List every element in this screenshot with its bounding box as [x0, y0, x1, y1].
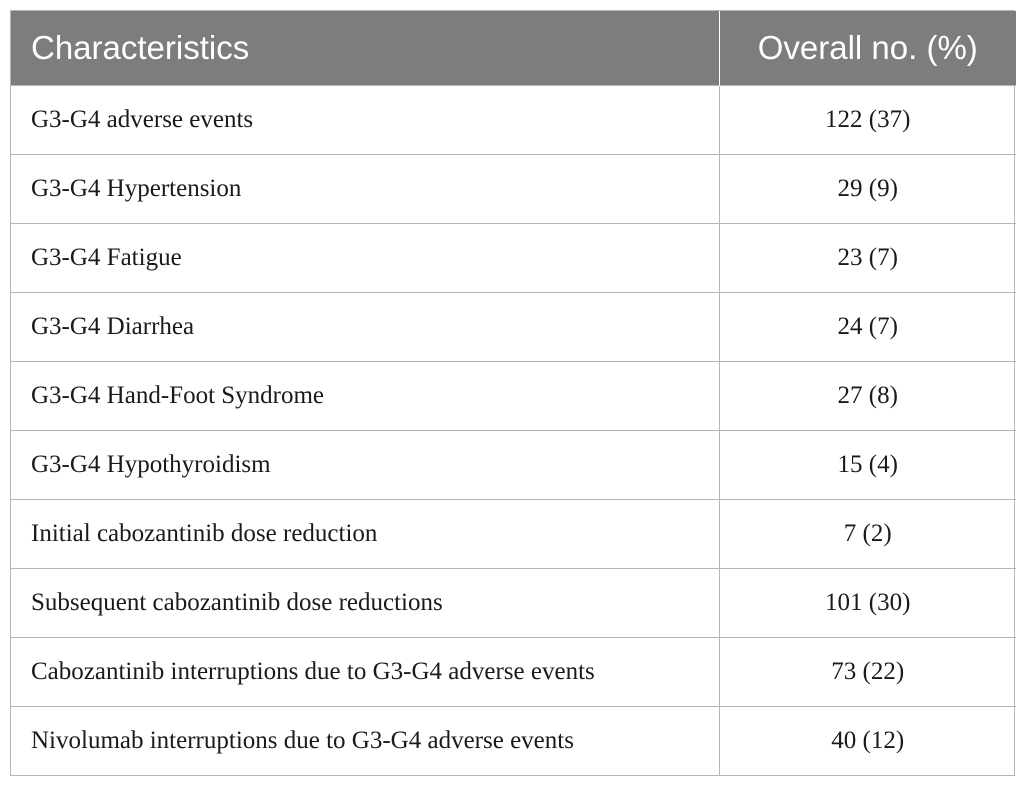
row-label: G3-G4 Hand-Foot Syndrome — [11, 362, 719, 431]
row-label: G3-G4 Hypothyroidism — [11, 431, 719, 500]
row-value: 27 (8) — [719, 362, 1016, 431]
table-row — [11, 638, 1016, 707]
row-value: 23 (7) — [719, 224, 1016, 293]
row-value: 40 (12) — [719, 707, 1016, 776]
header-characteristics: Characteristics — [11, 11, 719, 86]
row-value: 24 (7) — [719, 293, 1016, 362]
table-row — [11, 293, 1016, 362]
header-overall: Overall no. (%) — [719, 11, 1016, 86]
table-row — [11, 500, 1016, 569]
table-row — [11, 155, 1016, 224]
table-row — [11, 362, 1016, 431]
row-value: 101 (30) — [719, 569, 1016, 638]
table-row — [11, 431, 1016, 500]
row-label: Subsequent cabozantinib dose reductions — [11, 569, 719, 638]
data-table — [10, 10, 1015, 776]
table-row — [11, 569, 1016, 638]
row-value: 15 (4) — [719, 431, 1016, 500]
row-label: G3-G4 Diarrhea — [11, 293, 719, 362]
adverse-events-table — [11, 11, 1016, 775]
row-label: G3-G4 adverse events — [11, 86, 719, 155]
row-value: 122 (37) — [719, 86, 1016, 155]
row-label: Initial cabozantinib dose reduction — [11, 500, 719, 569]
row-value: 29 (9) — [719, 155, 1016, 224]
table-row — [11, 224, 1016, 293]
header-row — [11, 11, 1016, 86]
row-label: G3-G4 Fatigue — [11, 224, 719, 293]
table-header — [11, 11, 1016, 86]
table-body — [11, 86, 1016, 776]
row-label: Nivolumab interruptions due to G3-G4 adverse events — [11, 707, 719, 776]
table-row — [11, 86, 1016, 155]
row-label: Cabozantinib interruptions due to G3-G4 adverse events — [11, 638, 719, 707]
table-row — [11, 707, 1016, 776]
row-value: 7 (2) — [719, 500, 1016, 569]
row-label: G3-G4 Hypertension — [11, 155, 719, 224]
row-value: 73 (22) — [719, 638, 1016, 707]
